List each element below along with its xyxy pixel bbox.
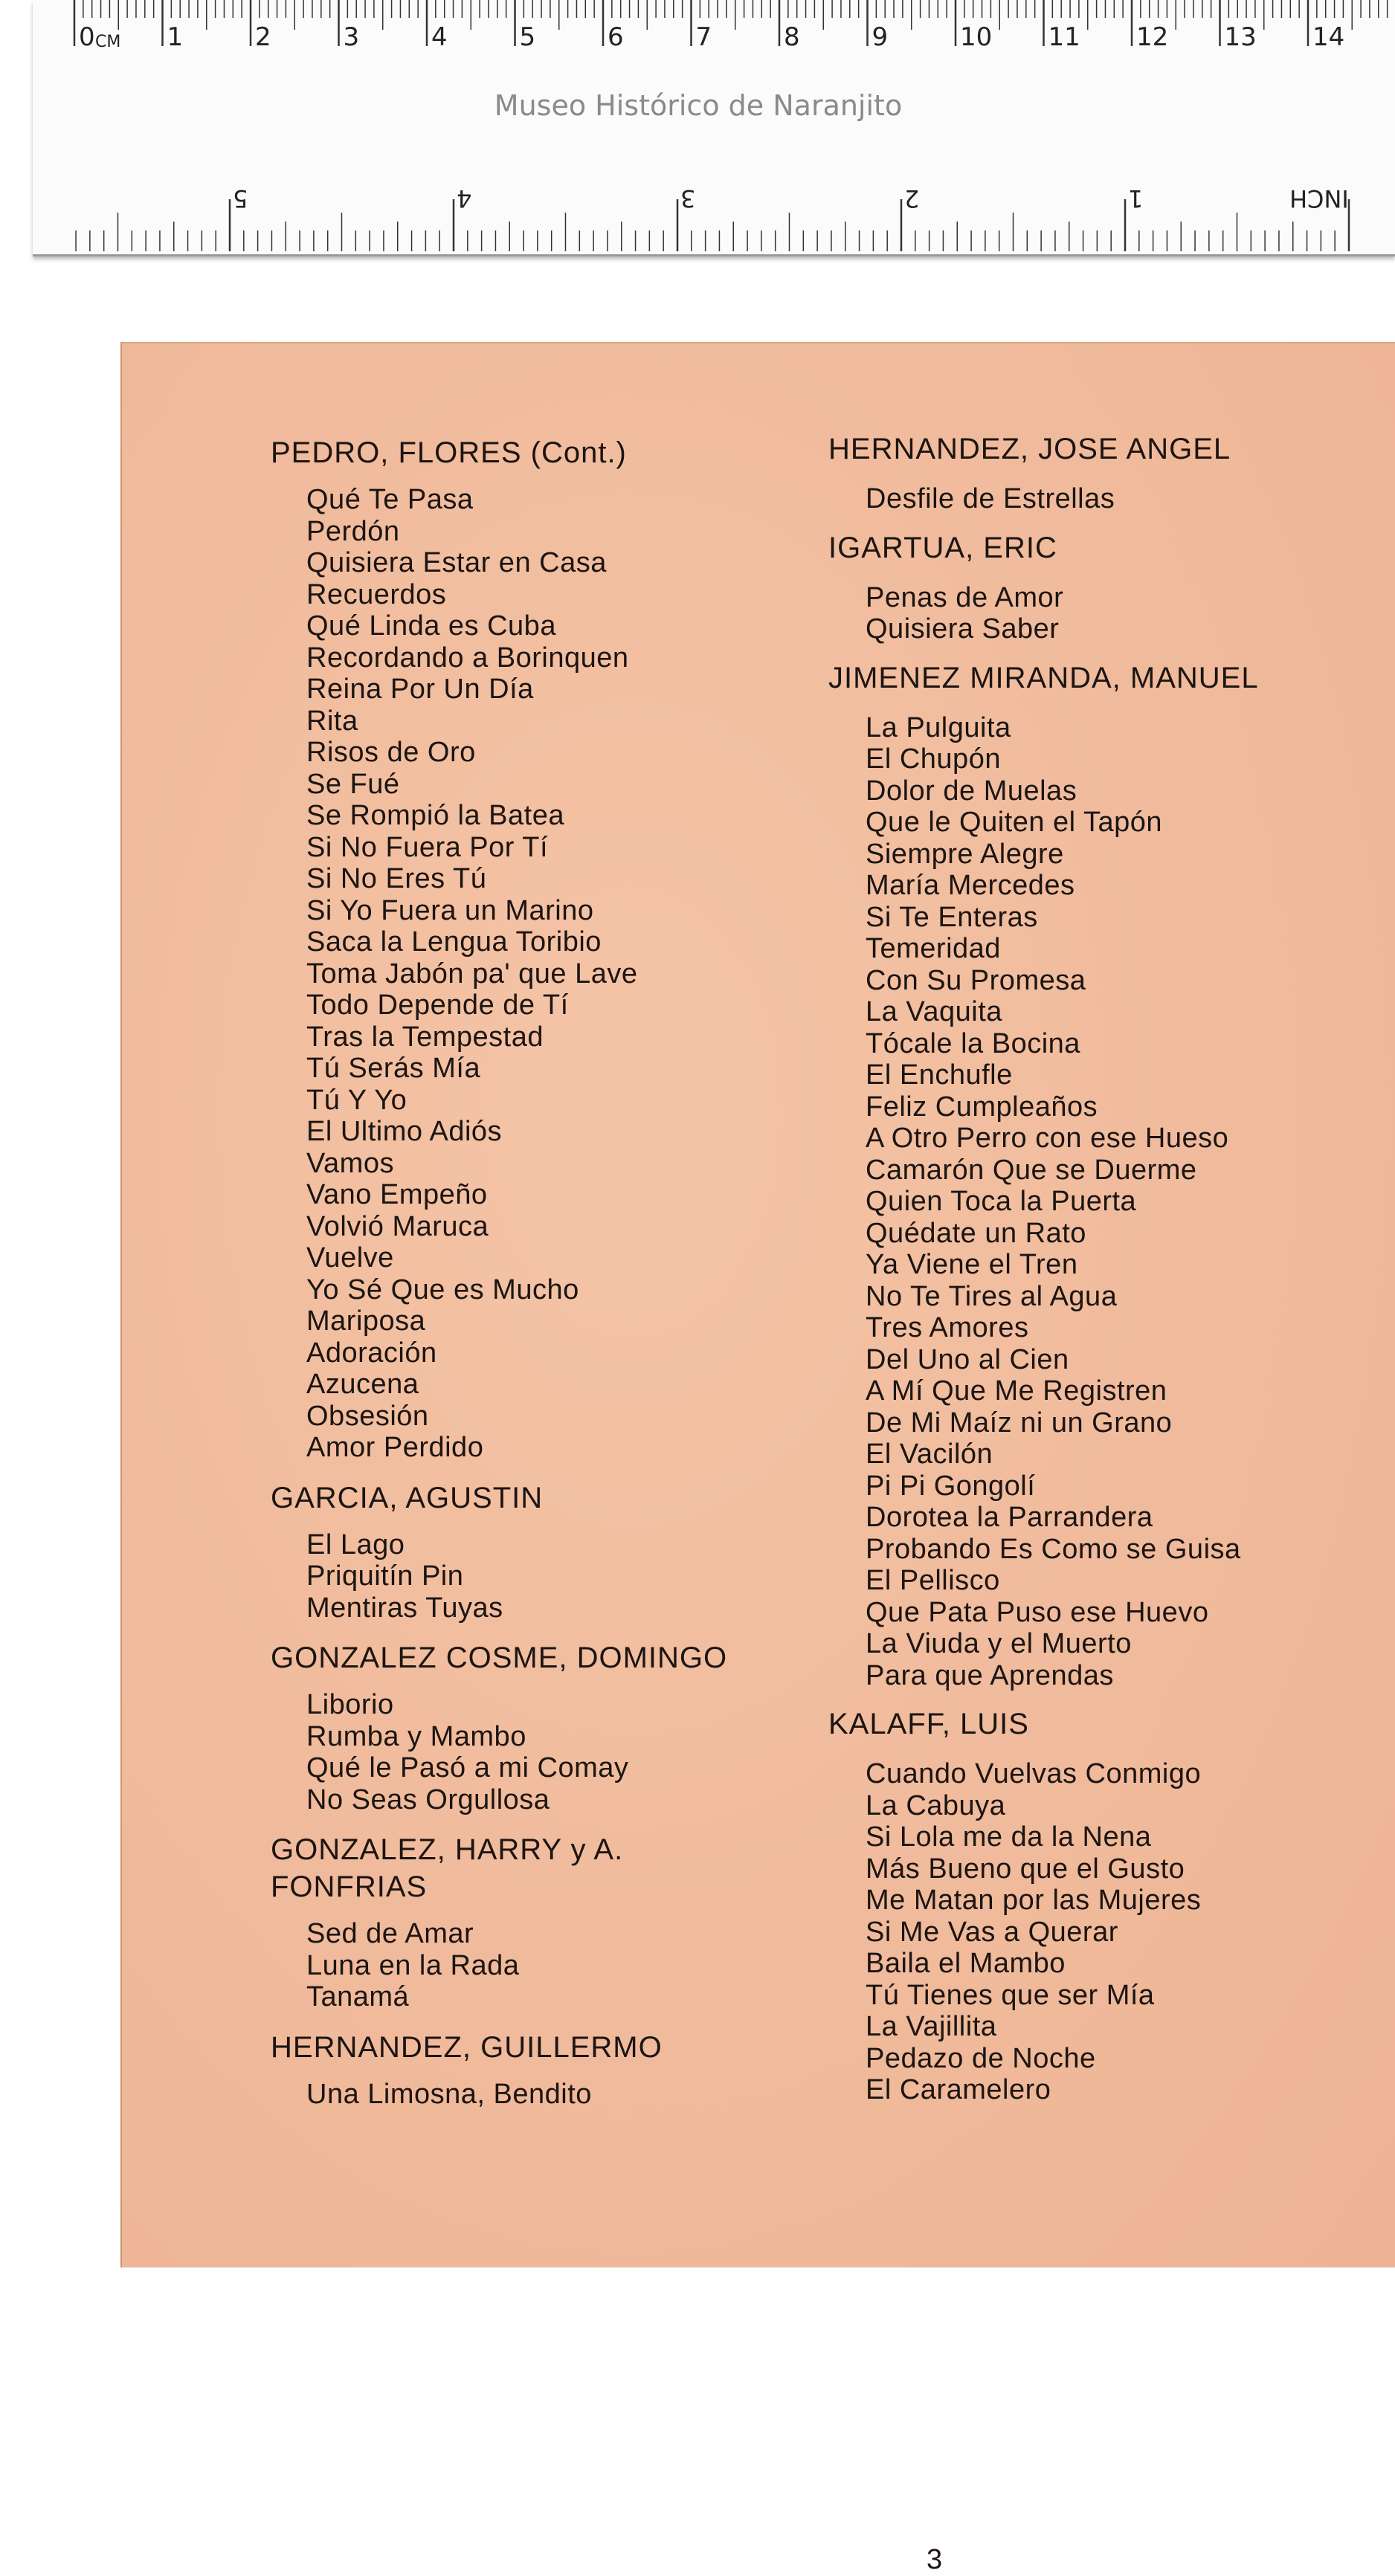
cm-number: 3 [343, 22, 360, 52]
composer-heading: IGARTUA, ERIC [828, 531, 1057, 564]
cm-number: 6 [608, 22, 624, 52]
song-title: Dolor de Muelas [866, 775, 1077, 807]
song-title: No Seas Orgullosa [306, 1783, 550, 1815]
cm-number: 11 [1048, 22, 1080, 52]
composer-heading: HERNANDEZ, GUILLERMO [271, 2030, 663, 2064]
cm-number: 8 [784, 22, 800, 52]
song-title: Se Rompió la Batea [306, 800, 564, 831]
song-title: Si Me Vas a Querar [866, 1916, 1118, 1948]
cm-number: 5 [519, 22, 536, 52]
song-title: Saca la Lengua Toribio [306, 926, 602, 958]
song-title: La Cabuya [866, 1789, 1006, 1821]
song-title: Adoración [306, 1337, 437, 1369]
song-title: De Mi Maíz ni un Grano [866, 1407, 1173, 1439]
song-title: Que le Quiten el Tapón [866, 807, 1163, 838]
song-title: La Vajillita [866, 2011, 997, 2042]
composer-heading: HERNANDEZ, JOSE ANGEL [828, 433, 1231, 465]
song-title: Quien Toca la Puerta [866, 1186, 1137, 1217]
page-number: 3 [927, 2544, 943, 2575]
song-title: Priquitín Pin [306, 1560, 464, 1592]
song-title: Sed de Amar [306, 1918, 474, 1949]
song-title: Quisiera Saber [866, 613, 1060, 645]
ruler [33, 0, 1395, 256]
song-list-page [120, 342, 1395, 2575]
song-title: Feliz Cumpleaños [866, 1091, 1098, 1123]
song-title: Recordando a Borinquen [306, 642, 629, 674]
song-title: Vuelve [306, 1242, 394, 1274]
song-title: Más Bueno que el Gusto [866, 1853, 1185, 1885]
song-title: Volvió Maruca [306, 1210, 489, 1242]
composer-heading-continued: FONFRIAS [271, 1870, 428, 1903]
song-title: Quédate un Rato [866, 1217, 1086, 1249]
composer-heading: GONZALEZ, HARRY y A. [271, 1833, 624, 1866]
song-title: Camarón Que se Duerme [866, 1154, 1197, 1186]
song-title: Qué le Pasó a mi Comay [306, 1752, 629, 1783]
inch-number: 5 [233, 184, 248, 213]
song-title: Tú Serás Mía [306, 1053, 481, 1084]
song-title: El Chupón [866, 743, 1001, 775]
song-title: El Pellisco [866, 1565, 1000, 1596]
song-title: Si Yo Fuera un Marino [306, 894, 594, 926]
song-title: Mariposa [306, 1305, 426, 1337]
cm-number: 13 [1224, 22, 1257, 52]
song-title: La Vaquita [866, 996, 1002, 1027]
song-title: Si Te Enteras [866, 901, 1038, 933]
song-title: Baila el Mambo [866, 1948, 1066, 1979]
song-title: Tanamá [306, 1981, 410, 2012]
song-title: Toma Jabón pa' que Lave [306, 958, 638, 990]
song-title: Recuerdos [306, 578, 447, 610]
song-title: Tres Amores [866, 1312, 1029, 1343]
composer-heading: GONZALEZ COSME, DOMINGO [271, 1642, 728, 1674]
ruler-ticks [33, 0, 1395, 254]
song-title: Desfile de Estrellas [866, 483, 1115, 514]
song-title: Rumba y Mambo [306, 1720, 526, 1752]
song-title: Con Su Promesa [866, 964, 1086, 996]
song-title: Risos de Oro [306, 737, 476, 768]
song-title: Si No Fuera Por Tí [306, 831, 549, 863]
cm-unit-label: CM [95, 33, 121, 51]
song-title: El Caramelero [866, 2074, 1051, 2105]
song-title: Una Limosna, Bendito [306, 2078, 592, 2110]
song-title: Cuando Vuelvas Conmigo [866, 1758, 1202, 1789]
song-title: Siempre Alegre [866, 838, 1064, 870]
song-title: Se Fué [306, 768, 400, 800]
song-title: Me Matan por las Mujeres [866, 1885, 1202, 1916]
song-title: A Otro Perro con ese Hueso [866, 1123, 1229, 1154]
song-title: La Viuda y el Muerto [866, 1628, 1132, 1659]
song-title: Mentiras Tuyas [306, 1592, 503, 1624]
song-title: Si Lola me da la Nena [866, 1821, 1152, 1853]
cm-number: 14 [1312, 22, 1345, 52]
composer-heading: JIMENEZ MIRANDA, MANUEL [828, 661, 1259, 694]
song-title: Para que Aprendas [866, 1659, 1114, 1691]
song-title: Luna en la Rada [306, 1949, 520, 1981]
song-title: Obsesión [306, 1400, 429, 1432]
song-title: Tras la Tempestad [306, 1021, 544, 1053]
song-title: Yo Sé Que es Mucho [306, 1274, 579, 1305]
song-title: A Mí Que Me Registren [866, 1375, 1167, 1407]
cm-number: 4 [431, 22, 448, 52]
song-title: Penas de Amor [866, 581, 1064, 613]
song-title: El Enchufle [866, 1059, 1013, 1091]
song-title: Amor Perdido [306, 1432, 484, 1463]
cm-number: 0 [79, 22, 95, 52]
song-title: Vamos [306, 1147, 394, 1179]
cm-number: 10 [960, 22, 993, 52]
song-title: Pedazo de Noche [866, 2042, 1096, 2074]
song-title: No Te Tires al Agua [866, 1280, 1118, 1312]
song-title: Vano Empeño [306, 1179, 488, 1210]
cm-number: 7 [695, 22, 712, 52]
song-title: La Pulguita [866, 711, 1011, 743]
song-title: Si No Eres Tú [306, 863, 487, 894]
song-title: El Vacilón [866, 1439, 993, 1470]
cm-number: 12 [1136, 22, 1169, 52]
song-title: Rita [306, 705, 358, 737]
song-title: Azucena [306, 1369, 419, 1400]
inch-unit-label: INCH [1289, 184, 1349, 213]
song-title: Qué Linda es Cuba [306, 610, 556, 642]
composer-heading: PEDRO, FLORES (Cont.) [271, 436, 627, 469]
song-title: Tú Y Yo [306, 1084, 407, 1116]
museum-name: Museo Histórico de Naranjito [494, 89, 903, 122]
song-title: El Ultimo Adiós [306, 1116, 503, 1147]
inch-number: 1 [1128, 184, 1144, 213]
song-title: Pi Pi Gongolí [866, 1470, 1036, 1502]
inch-number: 2 [904, 184, 920, 213]
song-title: Temeridad [866, 933, 1001, 964]
song-title: María Mercedes [866, 870, 1075, 901]
song-title: Reina Por Un Día [306, 674, 534, 705]
composer-heading: KALAFF, LUIS [828, 1708, 1029, 1740]
song-title: Perdón [306, 515, 400, 547]
song-title: Dorotea la Parrandera [866, 1502, 1153, 1533]
song-title: El Lago [306, 1529, 405, 1560]
song-title: Tócale la Bocina [866, 1027, 1080, 1059]
song-title: Qué Te Pasa [306, 484, 474, 515]
song-title: Del Uno al Cien [866, 1343, 1069, 1375]
cm-number: 1 [167, 22, 184, 52]
song-title: Quisiera Estar en Casa [306, 547, 607, 578]
song-title: Liborio [306, 1689, 394, 1720]
song-title: Que Pata Puso ese Huevo [866, 1596, 1209, 1628]
inch-number: 4 [457, 184, 472, 213]
inch-number: 3 [680, 184, 696, 213]
cm-number: 9 [872, 22, 889, 52]
song-title: Ya Viene el Tren [866, 1249, 1078, 1280]
song-title: Tú Tienes que ser Mía [866, 1979, 1155, 2011]
song-title: Todo Depende de Tí [306, 990, 569, 1021]
song-title: Probando Es Como se Guisa [866, 1533, 1241, 1565]
composer-heading: GARCIA, AGUSTIN [271, 1481, 544, 1514]
cm-number: 2 [255, 22, 271, 52]
